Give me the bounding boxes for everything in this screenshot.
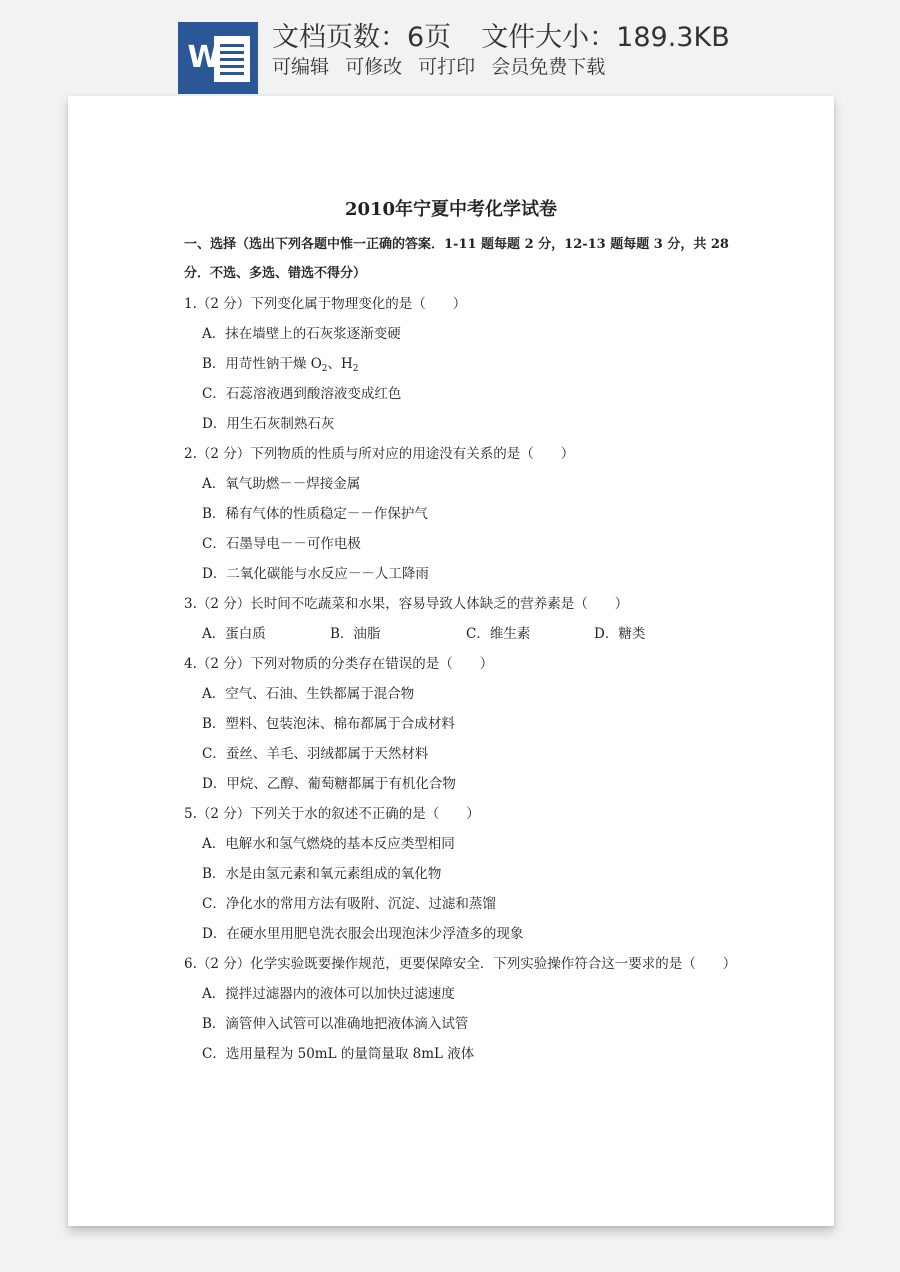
question-5-option-c: C．净化水的常用方法有吸附、沉淀、过滤和蒸馏 [202, 896, 496, 912]
question-2-option-a: A．氧气助燃－－焊接金属 [202, 476, 361, 492]
question-1-option-a: A．抹在墙壁上的石灰浆逐渐变硬 [202, 326, 401, 342]
question-4-option-c: C．蚕丝、羊毛、羽绒都属于天然材料 [202, 746, 429, 762]
page-count: 文档页数：6页 [272, 22, 452, 53]
download-banner [0, 0, 900, 100]
word-document-icon [178, 22, 258, 94]
question-6-option-c: C．选用量程为 50mL 的量筒量取 8mL 液体 [202, 1046, 475, 1062]
question-1-option-b: B．用苛性钠干燥 $O_2$、$H_2$ [202, 356, 359, 374]
question-3-option-b: B．油脂 [330, 626, 381, 642]
section-heading-line1: 一、选择（选出下列各题中惟一正确的答案．1-11 题每题 2 分，12-13 题每题 3 分，共 28 [184, 237, 729, 252]
file-size: 文件大小：189.3KB [481, 22, 730, 53]
question-4-option-d: D．甲烷、乙醇、葡萄糖都属于有机化合物 [202, 776, 456, 792]
question-2-option-d: D．二氧化碳能与水反应－－人工降雨 [202, 566, 429, 582]
feature-modifiable: 可修改 [345, 56, 403, 78]
question-3-stem: 3.（2 分）长时间不吃蔬菜和水果，容易导致人体缺乏的营养素是（ ） [184, 596, 629, 612]
word-icon-letter: W [187, 40, 221, 75]
question-4-stem: 4.（2 分）下列对物质的分类存在错误的是（ ） [184, 656, 494, 672]
document-page [68, 96, 834, 1226]
feature-printable: 可打印 [418, 56, 476, 78]
file-meta [272, 20, 730, 56]
question-3-option-c: C．维生素 [466, 626, 531, 642]
feature-member-download: 会员免费下载 [491, 56, 606, 78]
exam-title: 2010年宁夏中考化学试卷 [344, 199, 558, 220]
question-6-option-a: A．搅拌过滤器内的液体可以加快过滤速度 [202, 986, 455, 1002]
question-1-stem: 1.（2 分）下列变化属于物理变化的是（ ） [184, 296, 467, 312]
question-2-stem: 2.（2 分）下列物质的性质与所对应的用途没有关系的是（ ） [184, 446, 575, 462]
question-6-option-b: B．滴管伸入试管可以准确地把液体滴入试管 [202, 1016, 469, 1032]
question-1-option-c: C．石蕊溶液遇到酸溶液变成红色 [202, 386, 402, 402]
question-5-option-b: B．水是由氢元素和氧元素组成的氧化物 [202, 866, 442, 882]
question-5-option-a: A．电解水和氢气燃烧的基本反应类型相同 [202, 836, 455, 852]
question-1-option-d: D．用生石灰制熟石灰 [202, 416, 335, 432]
question-4-option-a: A．空气、石油、生铁都属于混合物 [202, 686, 415, 702]
question-2-option-b: B．稀有气体的性质稳定－－作保护气 [202, 506, 428, 522]
question-3-options [202, 625, 762, 643]
question-5-stem: 5.（2 分）下列关于水的叙述不正确的是（ ） [184, 806, 480, 822]
feature-editable: 可编辑 [272, 56, 330, 78]
feature-list [272, 54, 615, 80]
question-2-option-c: C．石墨导电－－可作电极 [202, 536, 361, 552]
section-heading-line2: 分．不选、多选、错选不得分） [184, 266, 367, 281]
question-5-option-d: D．在硬水里用肥皂洗衣服会出现泡沫少浮渣多的现象 [202, 926, 524, 942]
question-3-option-a: A．蛋白质 [202, 626, 266, 642]
question-4-option-b: B．塑料、包装泡沫、棉布都属于合成材料 [202, 716, 455, 732]
question-6-stem: 6.（2 分）化学实验既要操作规范，更要保障安全．下列实验操作符合这一要求的是（ ） [184, 956, 737, 972]
question-3-option-d: D．糖类 [594, 626, 646, 642]
